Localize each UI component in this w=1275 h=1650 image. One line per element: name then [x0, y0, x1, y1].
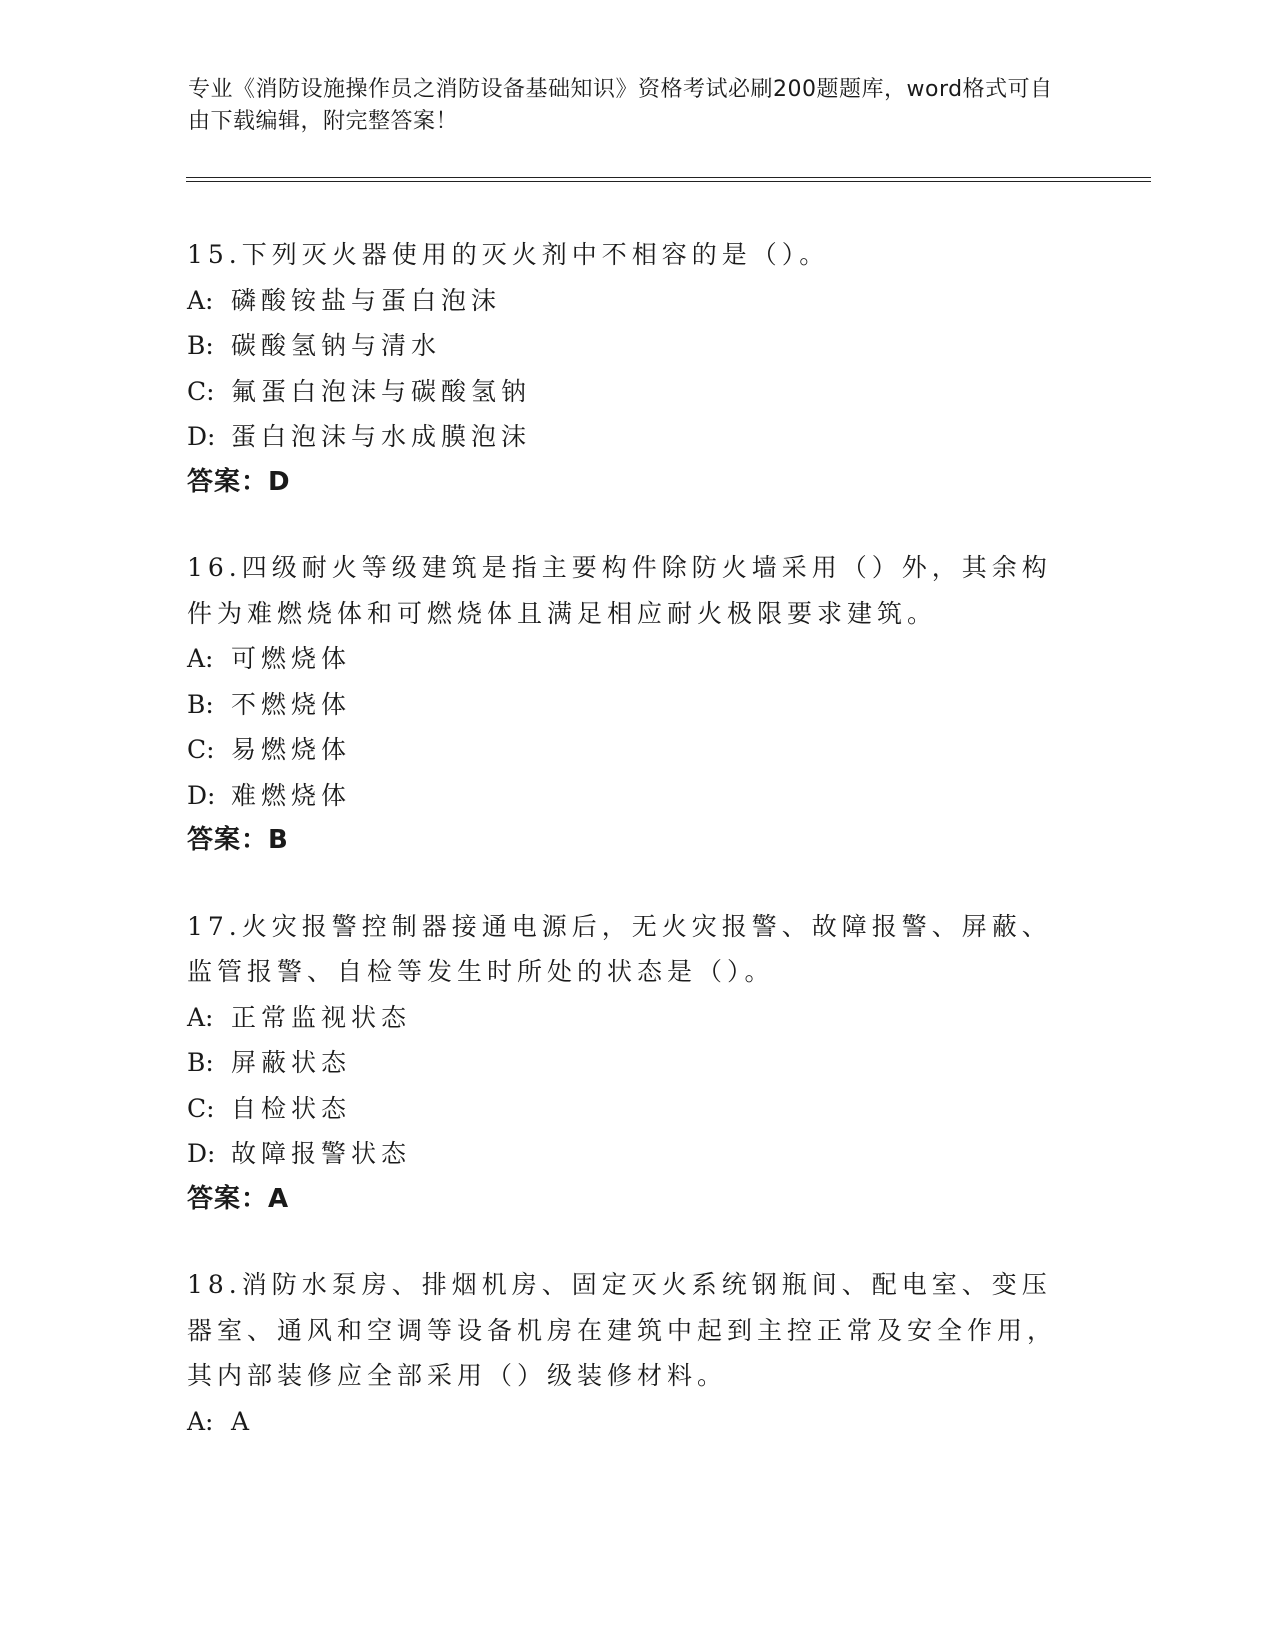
- answer-line: [187, 1177, 1072, 1223]
- option-a: [187, 636, 1072, 682]
- option-letter: B:: [187, 331, 214, 360]
- question-number: 16.: [187, 553, 242, 582]
- option-text: 难燃烧体: [231, 780, 352, 810]
- option-b: [187, 682, 1072, 728]
- option-text: 氟蛋白泡沫与碳酸氢钠: [231, 376, 532, 406]
- option-text: 蛋白泡沫与水成膜泡沫: [231, 422, 532, 451]
- question-17: [187, 904, 1072, 1223]
- question-text: 四级耐火等级建筑是指主要构件除防火墙采用（）外，其余构件为难燃烧体和可燃烧体且满足相应耐火极限要求建筑。: [187, 553, 1052, 628]
- answer-line: [187, 460, 1072, 506]
- header-divider-bottom: [186, 181, 1151, 182]
- option-letter: B:: [187, 1048, 214, 1077]
- question-15: [187, 232, 1072, 505]
- option-text: A: [231, 1406, 255, 1436]
- option-letter: A:: [187, 1002, 214, 1032]
- question-18: [187, 1262, 1072, 1444]
- option-letter: D:: [187, 1139, 216, 1168]
- answer-value: A: [268, 1183, 290, 1214]
- question-stem: [187, 545, 1072, 636]
- option-text: 故障报警状态: [231, 1139, 412, 1168]
- answer-label: 答案：: [187, 825, 269, 855]
- option-letter: C:: [187, 735, 215, 764]
- option-letter: C:: [187, 376, 215, 406]
- question-text: 火灾报警控制器接通电源后，无火灾报警、故障报警、屏蔽、监管报警、自检等发生时所处的状态是（）。: [187, 911, 1052, 986]
- option-d: [187, 773, 1072, 819]
- option-text: 可燃烧体: [231, 644, 352, 673]
- option-text: 正常监视状态: [231, 1002, 412, 1032]
- question-list: [187, 232, 1072, 1484]
- answer-value: D: [268, 466, 291, 497]
- answer-value: B: [268, 825, 289, 855]
- option-text: 自检状态: [231, 1093, 352, 1123]
- option-text: 碳酸氢钠与清水: [231, 331, 442, 360]
- option-letter: C:: [187, 1093, 215, 1123]
- option-text: 易燃烧体: [231, 735, 352, 764]
- option-b: [187, 1040, 1072, 1086]
- question-number: 15.: [187, 240, 242, 269]
- answer-label: 答案：: [187, 466, 269, 497]
- option-d: [187, 414, 1072, 460]
- option-d: [187, 1131, 1072, 1177]
- option-text: 屏蔽状态: [231, 1048, 352, 1077]
- question-stem: [187, 1262, 1072, 1399]
- question-stem: [187, 232, 1072, 278]
- option-letter: B:: [187, 689, 214, 719]
- option-b: [187, 323, 1072, 369]
- question-16: [187, 545, 1072, 864]
- question-number: 17.: [187, 911, 242, 941]
- option-text: 不燃烧体: [231, 689, 352, 719]
- document-header: [188, 74, 1068, 138]
- option-c: [187, 369, 1072, 415]
- question-text: 消防水泵房、排烟机房、固定灭火系统钢瓶间、配电室、变压器室、通风和空调等设备机房在建筑中起到主控正常及安全作用，其内部装修应全部采用（）级装修材料。: [187, 1270, 1058, 1390]
- answer-line: [187, 818, 1072, 864]
- option-a: [187, 1399, 1072, 1445]
- question-text: 下列灭火器使用的灭火剂中不相容的是（）。: [241, 240, 830, 269]
- option-letter: D:: [187, 780, 216, 810]
- header-text: 专业《消防设施操作员之消防设备基础知识》资格考试必刷200题题库，word格式可自由下载编辑，附完整答案！: [188, 77, 1053, 134]
- option-letter: A:: [187, 285, 214, 315]
- option-c: [187, 1086, 1072, 1132]
- question-number: 18.: [187, 1270, 242, 1299]
- answer-label: 答案：: [187, 1183, 269, 1214]
- option-letter: A:: [187, 1406, 214, 1436]
- option-a: [187, 995, 1072, 1041]
- option-a: [187, 278, 1072, 324]
- option-letter: D:: [187, 422, 216, 451]
- option-text: 磷酸铵盐与蛋白泡沫: [231, 285, 502, 315]
- option-letter: A:: [187, 644, 214, 673]
- question-stem: [187, 904, 1072, 995]
- option-c: [187, 727, 1072, 773]
- header-divider-top: [186, 177, 1151, 178]
